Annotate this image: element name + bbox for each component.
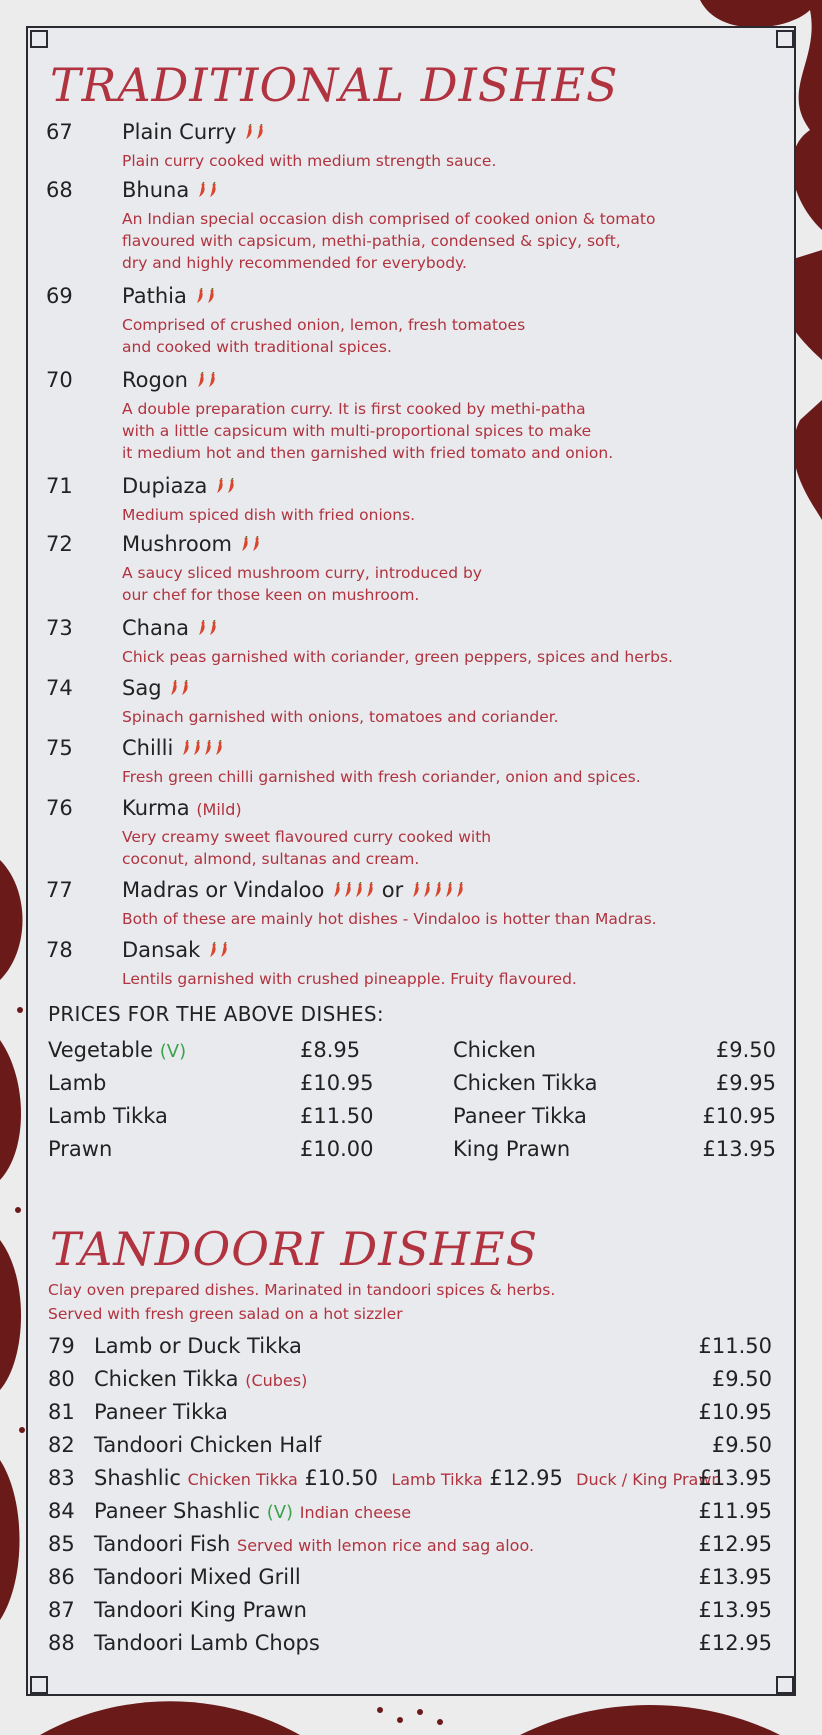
tandoori-item bbox=[48, 1631, 772, 1661]
tandoori-description-line: Served with fresh green salad on a hot sizzler bbox=[48, 1305, 403, 1323]
price-name: Lamb bbox=[48, 1071, 107, 1095]
dish-description bbox=[122, 646, 742, 668]
chilli-icon bbox=[214, 740, 224, 756]
spice-level bbox=[410, 878, 465, 902]
chilli-icon bbox=[197, 182, 207, 198]
dish-name: Sag bbox=[122, 676, 190, 700]
chilli-icon bbox=[169, 680, 179, 696]
item-name: Tandoori Fish Served with lemon rice and sag aloo. bbox=[94, 1532, 535, 1556]
dish-number: 77 bbox=[46, 878, 73, 902]
dish-name: Plain Curry bbox=[122, 120, 265, 144]
item-number: 82 bbox=[48, 1433, 75, 1457]
dish-description bbox=[122, 706, 742, 728]
chilli-icon bbox=[433, 882, 443, 898]
spice-level bbox=[196, 616, 218, 640]
price-value: £8.95 bbox=[300, 1038, 361, 1062]
dish-description-line: and cooked with traditional spices. bbox=[122, 338, 392, 356]
vegetarian-tag: (V) bbox=[159, 1041, 187, 1062]
spice-level bbox=[196, 178, 218, 202]
item-number: 84 bbox=[48, 1499, 75, 1523]
chilli-icon bbox=[195, 288, 205, 304]
dish-name: Pathia bbox=[122, 284, 216, 308]
spice-level bbox=[168, 676, 190, 700]
dish-name: Mushroom bbox=[122, 532, 261, 556]
variant-label: Lamb Tikka bbox=[391, 1470, 483, 1489]
tandoori-item bbox=[48, 1466, 772, 1496]
chilli-icon bbox=[208, 620, 218, 636]
item-name: Shashlic Chicken Tikka £10.50 Lamb Tikka £12.95 Duck / King Prawn bbox=[94, 1466, 722, 1490]
dish-description-line: it medium hot and then garnished with fried tomato and onion. bbox=[122, 444, 614, 462]
item-name: Tandoori Mixed Grill bbox=[94, 1565, 301, 1589]
dish-description bbox=[122, 968, 742, 990]
chilli-icon bbox=[343, 882, 353, 898]
spice-level bbox=[239, 532, 261, 556]
dish-name: Chilli bbox=[122, 736, 224, 760]
chilli-icon bbox=[411, 882, 421, 898]
item-price: £11.95 bbox=[698, 1499, 772, 1523]
dish-description-line: coconut, almond, sultanas and cream. bbox=[122, 850, 420, 868]
chilli-icon bbox=[255, 124, 265, 140]
dish-number: 69 bbox=[46, 284, 73, 308]
price-value: £10.95 bbox=[702, 1104, 776, 1128]
chilli-icon bbox=[180, 680, 190, 696]
item-price: £10.95 bbox=[698, 1400, 772, 1424]
item-note: Served with lemon rice and sag aloo. bbox=[237, 1536, 535, 1555]
section-title-tandoori: TANDOORI DISHES bbox=[50, 1222, 539, 1276]
price-name: King Prawn bbox=[453, 1137, 571, 1161]
item-name: Tandoori Lamb Chops bbox=[94, 1631, 320, 1655]
dish-description-line: An Indian special occasion dish comprised of cooked onion & tomato bbox=[122, 210, 656, 228]
dish-description-line: Plain curry cooked with medium strength sauce. bbox=[122, 152, 497, 170]
panel-corner-ornament bbox=[30, 30, 48, 48]
panel-corner-ornament bbox=[776, 30, 794, 48]
dish-description-line: Lentils garnished with crushed pineapple. Fruity flavoured. bbox=[122, 970, 577, 988]
dish-name: Madras or Vindaloo or bbox=[122, 878, 465, 902]
spice-level bbox=[194, 284, 216, 308]
price-name: Paneer Tikka bbox=[453, 1104, 587, 1128]
dish-description-line: Both of these are mainly hot dishes - Vindaloo is hotter than Madras. bbox=[122, 910, 657, 928]
dish-description-line: Medium spiced dish with fried onions. bbox=[122, 506, 416, 524]
spice-level bbox=[195, 368, 217, 392]
dish-description bbox=[122, 562, 742, 606]
item-name: Tandoori King Prawn bbox=[94, 1598, 307, 1622]
chilli-icon bbox=[240, 536, 250, 552]
tandoori-item bbox=[48, 1433, 772, 1463]
dish-description-line: with a little capsicum with multi-proportional spices to make bbox=[122, 422, 592, 440]
item-price: £11.50 bbox=[698, 1334, 772, 1358]
dish-description-line: Chick peas garnished with coriander, green peppers, spices and herbs. bbox=[122, 648, 673, 666]
dish-description-line: Very creamy sweet flavoured curry cooked with bbox=[122, 828, 492, 846]
item-number: 88 bbox=[48, 1631, 75, 1655]
item-name: Paneer Shashlic (V) Indian cheese bbox=[94, 1499, 412, 1523]
spice-level bbox=[331, 878, 375, 902]
chilli-icon bbox=[226, 478, 236, 494]
chilli-icon bbox=[208, 942, 218, 958]
tandoori-item bbox=[48, 1367, 772, 1397]
chilli-icon bbox=[455, 882, 465, 898]
dish-name: Chana bbox=[122, 616, 218, 640]
chilli-icon bbox=[197, 620, 207, 636]
variant-price: £10.50 bbox=[304, 1466, 378, 1490]
price-value: £10.95 bbox=[300, 1071, 374, 1095]
dish-description bbox=[122, 208, 742, 274]
panel-corner-ornament bbox=[30, 1676, 48, 1694]
dish-number: 78 bbox=[46, 938, 73, 962]
dish-description bbox=[122, 504, 742, 526]
price-name: Chicken bbox=[453, 1038, 536, 1062]
dish-description-line: Spinach garnished with onions, tomatoes and coriander. bbox=[122, 708, 559, 726]
chilli-icon bbox=[207, 372, 217, 388]
dish-number: 74 bbox=[46, 676, 73, 700]
chilli-icon bbox=[251, 536, 261, 552]
dish-number: 68 bbox=[46, 178, 73, 202]
dish-name: Bhuna bbox=[122, 178, 218, 202]
dish-description bbox=[122, 398, 742, 464]
price-value: £9.50 bbox=[715, 1038, 776, 1062]
dish-description bbox=[122, 826, 742, 870]
chilli-icon bbox=[192, 740, 202, 756]
tandoori-item bbox=[48, 1499, 772, 1529]
dish-description bbox=[122, 150, 742, 172]
tandoori-item bbox=[48, 1598, 772, 1628]
dish-name: Kurma (Mild) bbox=[122, 796, 242, 820]
item-number: 85 bbox=[48, 1532, 75, 1556]
chilli-icon bbox=[422, 882, 432, 898]
section-title-traditional: TRADITIONAL DISHES bbox=[50, 58, 619, 112]
dish-description-line: Fresh green chilli garnished with fresh coriander, onion and spices. bbox=[122, 768, 641, 786]
dish-number: 71 bbox=[46, 474, 73, 498]
dish-description-line: flavoured with capsicum, methi-pathia, condensed & spicy, soft, bbox=[122, 232, 621, 250]
item-number: 83 bbox=[48, 1466, 75, 1490]
price-value: £10.00 bbox=[300, 1137, 374, 1161]
spice-level bbox=[207, 938, 229, 962]
variant-label: Chicken Tikka bbox=[187, 1470, 298, 1489]
dish-description bbox=[122, 908, 742, 930]
price-value: £9.95 bbox=[715, 1071, 776, 1095]
decorative-swirl-bottom bbox=[0, 1690, 822, 1735]
item-note: (Cubes) bbox=[245, 1371, 308, 1390]
dish-note: (Mild) bbox=[196, 800, 242, 819]
tandoori-item bbox=[48, 1565, 772, 1595]
dish-number: 70 bbox=[46, 368, 73, 392]
item-number: 79 bbox=[48, 1334, 75, 1358]
item-name: Chicken Tikka (Cubes) bbox=[94, 1367, 308, 1391]
item-price: £13.95 bbox=[698, 1598, 772, 1622]
chilli-icon bbox=[196, 372, 206, 388]
chilli-icon bbox=[444, 882, 454, 898]
dish-name: Dupiaza bbox=[122, 474, 236, 498]
price-name: Prawn bbox=[48, 1137, 113, 1161]
tandoori-item bbox=[48, 1532, 772, 1562]
price-value: £13.95 bbox=[702, 1137, 776, 1161]
item-number: 80 bbox=[48, 1367, 75, 1391]
prices-heading: PRICES FOR THE ABOVE DISHES: bbox=[48, 1002, 384, 1026]
dish-number: 76 bbox=[46, 796, 73, 820]
panel-corner-ornament bbox=[776, 1676, 794, 1694]
item-number: 87 bbox=[48, 1598, 75, 1622]
price-value: £11.50 bbox=[300, 1104, 374, 1128]
price-name: Vegetable (V) bbox=[48, 1038, 187, 1062]
item-price: £13.95 bbox=[698, 1466, 772, 1490]
item-price: £12.95 bbox=[698, 1631, 772, 1655]
item-price: £12.95 bbox=[698, 1532, 772, 1556]
item-name: Lamb or Duck Tikka bbox=[94, 1334, 302, 1358]
variant-price: £12.95 bbox=[489, 1466, 563, 1490]
dish-number: 67 bbox=[46, 120, 73, 144]
item-price: £9.50 bbox=[711, 1367, 772, 1391]
tandoori-item bbox=[48, 1400, 772, 1430]
price-name: Lamb Tikka bbox=[48, 1104, 168, 1128]
spice-level bbox=[214, 474, 236, 498]
chilli-icon bbox=[208, 182, 218, 198]
item-note: Indian cheese bbox=[299, 1503, 412, 1522]
vegetarian-tag: (V) bbox=[266, 1502, 294, 1523]
dish-description bbox=[122, 314, 742, 358]
dish-description-line: A double preparation curry. It is first cooked by methi-patha bbox=[122, 400, 586, 418]
variant-label: Duck / King Prawn bbox=[576, 1470, 722, 1489]
chilli-icon bbox=[206, 288, 216, 304]
spice-level bbox=[243, 120, 265, 144]
dish-description-line: Comprised of crushed onion, lemon, fresh tomatoes bbox=[122, 316, 526, 334]
chilli-icon bbox=[215, 478, 225, 494]
dish-name: Dansak bbox=[122, 938, 229, 962]
chilli-icon bbox=[332, 882, 342, 898]
dish-or: or bbox=[381, 878, 404, 902]
dish-name: Rogon bbox=[122, 368, 217, 392]
spice-level bbox=[180, 736, 224, 760]
dish-description-line: dry and highly recommended for everybody. bbox=[122, 254, 467, 272]
dish-number: 72 bbox=[46, 532, 73, 556]
item-number: 86 bbox=[48, 1565, 75, 1589]
item-price: £13.95 bbox=[698, 1565, 772, 1589]
dish-description-line: our chef for those keen on mushroom. bbox=[122, 586, 420, 604]
dish-description bbox=[122, 766, 742, 788]
item-number: 81 bbox=[48, 1400, 75, 1424]
tandoori-description-line: Clay oven prepared dishes. Marinated in tandoori spices & herbs. bbox=[48, 1281, 556, 1299]
chilli-icon bbox=[219, 942, 229, 958]
dish-number: 73 bbox=[46, 616, 73, 640]
dish-description-line: A saucy sliced mushroom curry, introduced by bbox=[122, 564, 482, 582]
chilli-icon bbox=[181, 740, 191, 756]
chilli-icon bbox=[365, 882, 375, 898]
item-name: Paneer Tikka bbox=[94, 1400, 228, 1424]
item-name: Tandoori Chicken Half bbox=[94, 1433, 322, 1457]
chilli-icon bbox=[244, 124, 254, 140]
dish-number: 75 bbox=[46, 736, 73, 760]
price-name: Chicken Tikka bbox=[453, 1071, 598, 1095]
chilli-icon bbox=[203, 740, 213, 756]
chilli-icon bbox=[354, 882, 364, 898]
tandoori-item bbox=[48, 1334, 772, 1364]
item-price: £9.50 bbox=[711, 1433, 772, 1457]
tandoori-description bbox=[48, 1278, 555, 1326]
